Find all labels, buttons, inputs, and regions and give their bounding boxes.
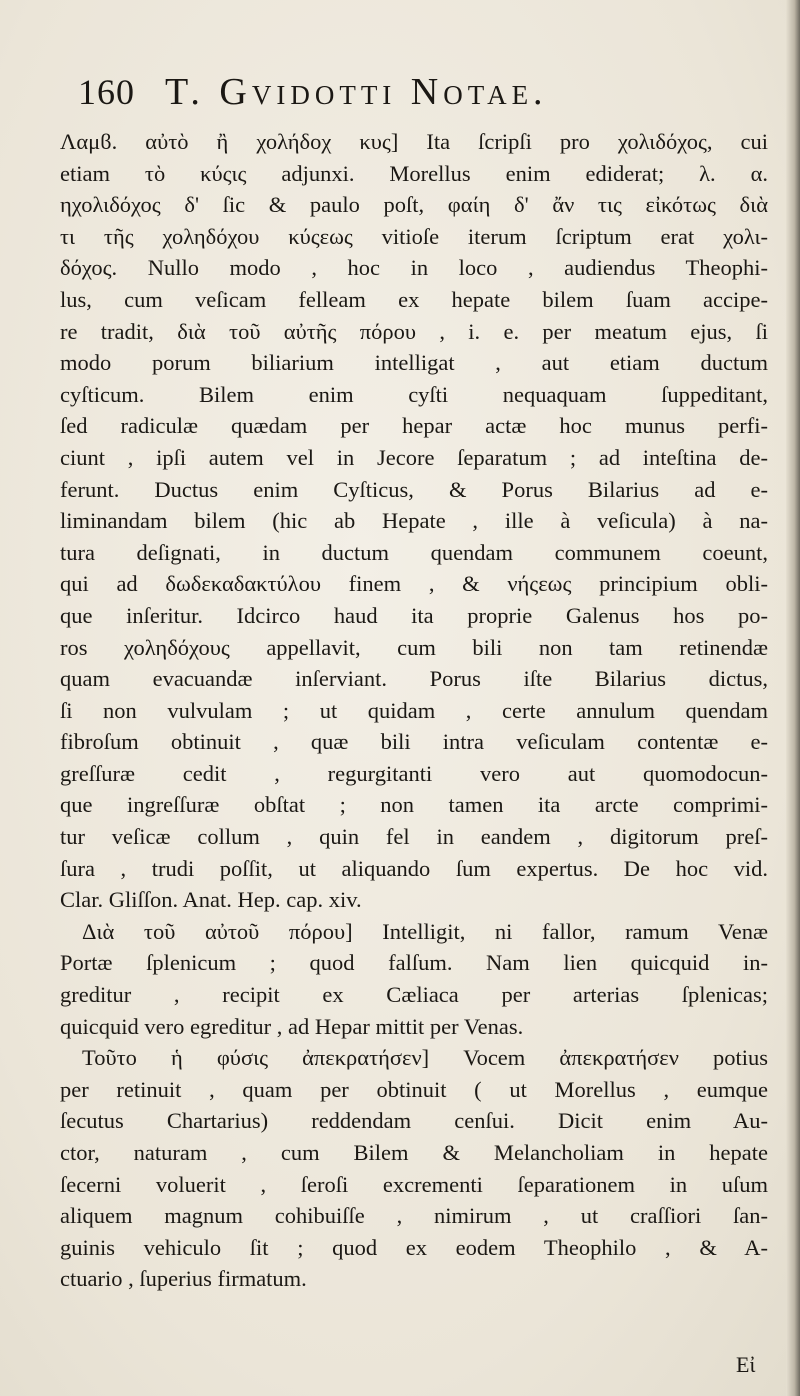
text-line: quam evacuandæ inſerviant. Porus iſte Bilarius dictus,	[60, 666, 768, 692]
text-line: lus, cum veſicam felleam ex hepate bilem ſuam accipe-	[60, 286, 768, 312]
text-line: Clar. Gliſſon. Anat. Hep. cap. xiv.	[60, 887, 362, 913]
text-line: per retinuit , quam per obtinuit ( ut Morellus , eumque	[60, 1076, 768, 1102]
text-line: Portæ ſplenicum ; quod falſum. Nam lien quicquid in-	[60, 950, 768, 976]
running-head: T. Gvidotti Notae.	[165, 71, 548, 113]
text-line: quicquid vero egreditur , ad Hepar mittit per Venas.	[60, 1013, 524, 1039]
text-line: greditur , recipit ex Cæliaca per arterias ſplenicas;	[60, 982, 768, 1008]
text-line: ſecutus Chartarius) reddendam cenſui. Dicit enim Au-	[60, 1108, 768, 1134]
text-line: Διὰ τοῦ αὐτοῦ πόρου] Intelligit, ni fallor, ramum Venæ	[82, 918, 768, 944]
text-line: ſura , trudi poſſit, ut aliquando ſum expertus. De hoc vid.	[60, 855, 768, 881]
page-number: 160	[78, 72, 135, 112]
text-line: ſi non vulvulam ; ut quidam , certe annulum quendam	[60, 697, 768, 723]
body-text	[60, 126, 768, 1295]
text-line: etiam τὸ κύςις adjunxi. Morellus enim ediderat; λ. α.	[60, 160, 768, 186]
text-line: ctor, naturam , cum Bilem & Melancholiam in hepate	[60, 1140, 768, 1165]
text-line: ferunt. Ductus enim Cyſticus, & Porus Bilarius ad e-	[60, 476, 768, 502]
text-line: qui ad δωδεκαδακτύλου finem , & νήςεως principium obli-	[60, 571, 768, 597]
text-line: tura deſignati, in ductum quendam communem coeunt,	[60, 539, 768, 565]
text-line: greſſuræ cedit , regurgitanti vero aut quomodocun-	[60, 760, 768, 786]
text-line: Λαμϐ. αὐτὸ ἢ χολήδοχ κυς] Ita ſcripſi pro χολιδόχος, cui	[60, 129, 768, 154]
text-line: cyſticum. Bilem enim cyſti nequaquam ſuppeditant,	[60, 381, 768, 407]
text-line: ſed radiculæ quædam per hepar actæ hoc munus perfi-	[60, 413, 768, 439]
text-line: fibroſum obtinuit , quæ bili intra veſiculam contentæ e-	[60, 729, 768, 755]
text-line: τι τῆς χοληδόχου κύςεως vitioſe iterum ſcriptum erat χολι-	[60, 223, 768, 249]
catchword: Eἰ	[736, 1352, 756, 1377]
page-edge-shadow	[786, 0, 800, 1396]
text-line: que ingreſſuræ obſtat ; non tamen ita arcte comprimi-	[60, 792, 768, 818]
text-line: ſecerni voluerit , ſeroſi excrementi ſeparationem in uſum	[60, 1171, 768, 1197]
text-line: δόχος. Nullo modo , hoc in loco , audiendus Theophi-	[60, 255, 768, 281]
text-line: ros χοληδόχους appellavit, cum bili non tam retinendæ	[60, 634, 768, 660]
text-line: Τοῦτο ἡ φύσις ἀπεκρατήσεν] Vocem ἀπεκρατήσεν potius	[82, 1045, 768, 1071]
text-line: aliquem magnum cohibuiſſe , nimirum , ut craſſiori ſan-	[60, 1203, 768, 1229]
text-line: re tradit, διὰ τοῦ αὐτῆς πόρου , i. e. per meatum ejus, ſi	[60, 318, 768, 344]
text-line: tur veſicæ collum , quin fel in eandem , digitorum preſ-	[60, 824, 768, 850]
text-line: ciunt , ipſi autem vel in Jecore ſeparatum ; ad inteſtina de-	[60, 444, 768, 470]
text-line: ηχολιδόχος δ' ſic & paulo poſt, φαίη δ' ἄν τις εἰκότως διὰ	[60, 192, 768, 218]
text-line: ctuario , ſuperius firmatum.	[60, 1266, 307, 1292]
text-line: liminandam bilem (hic ab Hepate , ille à veſicula) à na-	[60, 508, 768, 534]
page-header	[78, 70, 698, 116]
text-line: guinis vehiculo ſit ; quod ex eodem Theophilo , & A-	[60, 1234, 768, 1260]
text-line: que inſeritur. Idcirco haud ita proprie Galenus hos po-	[60, 602, 768, 628]
text-line: modo porum biliarium intelligat , aut etiam ductum	[60, 350, 768, 376]
